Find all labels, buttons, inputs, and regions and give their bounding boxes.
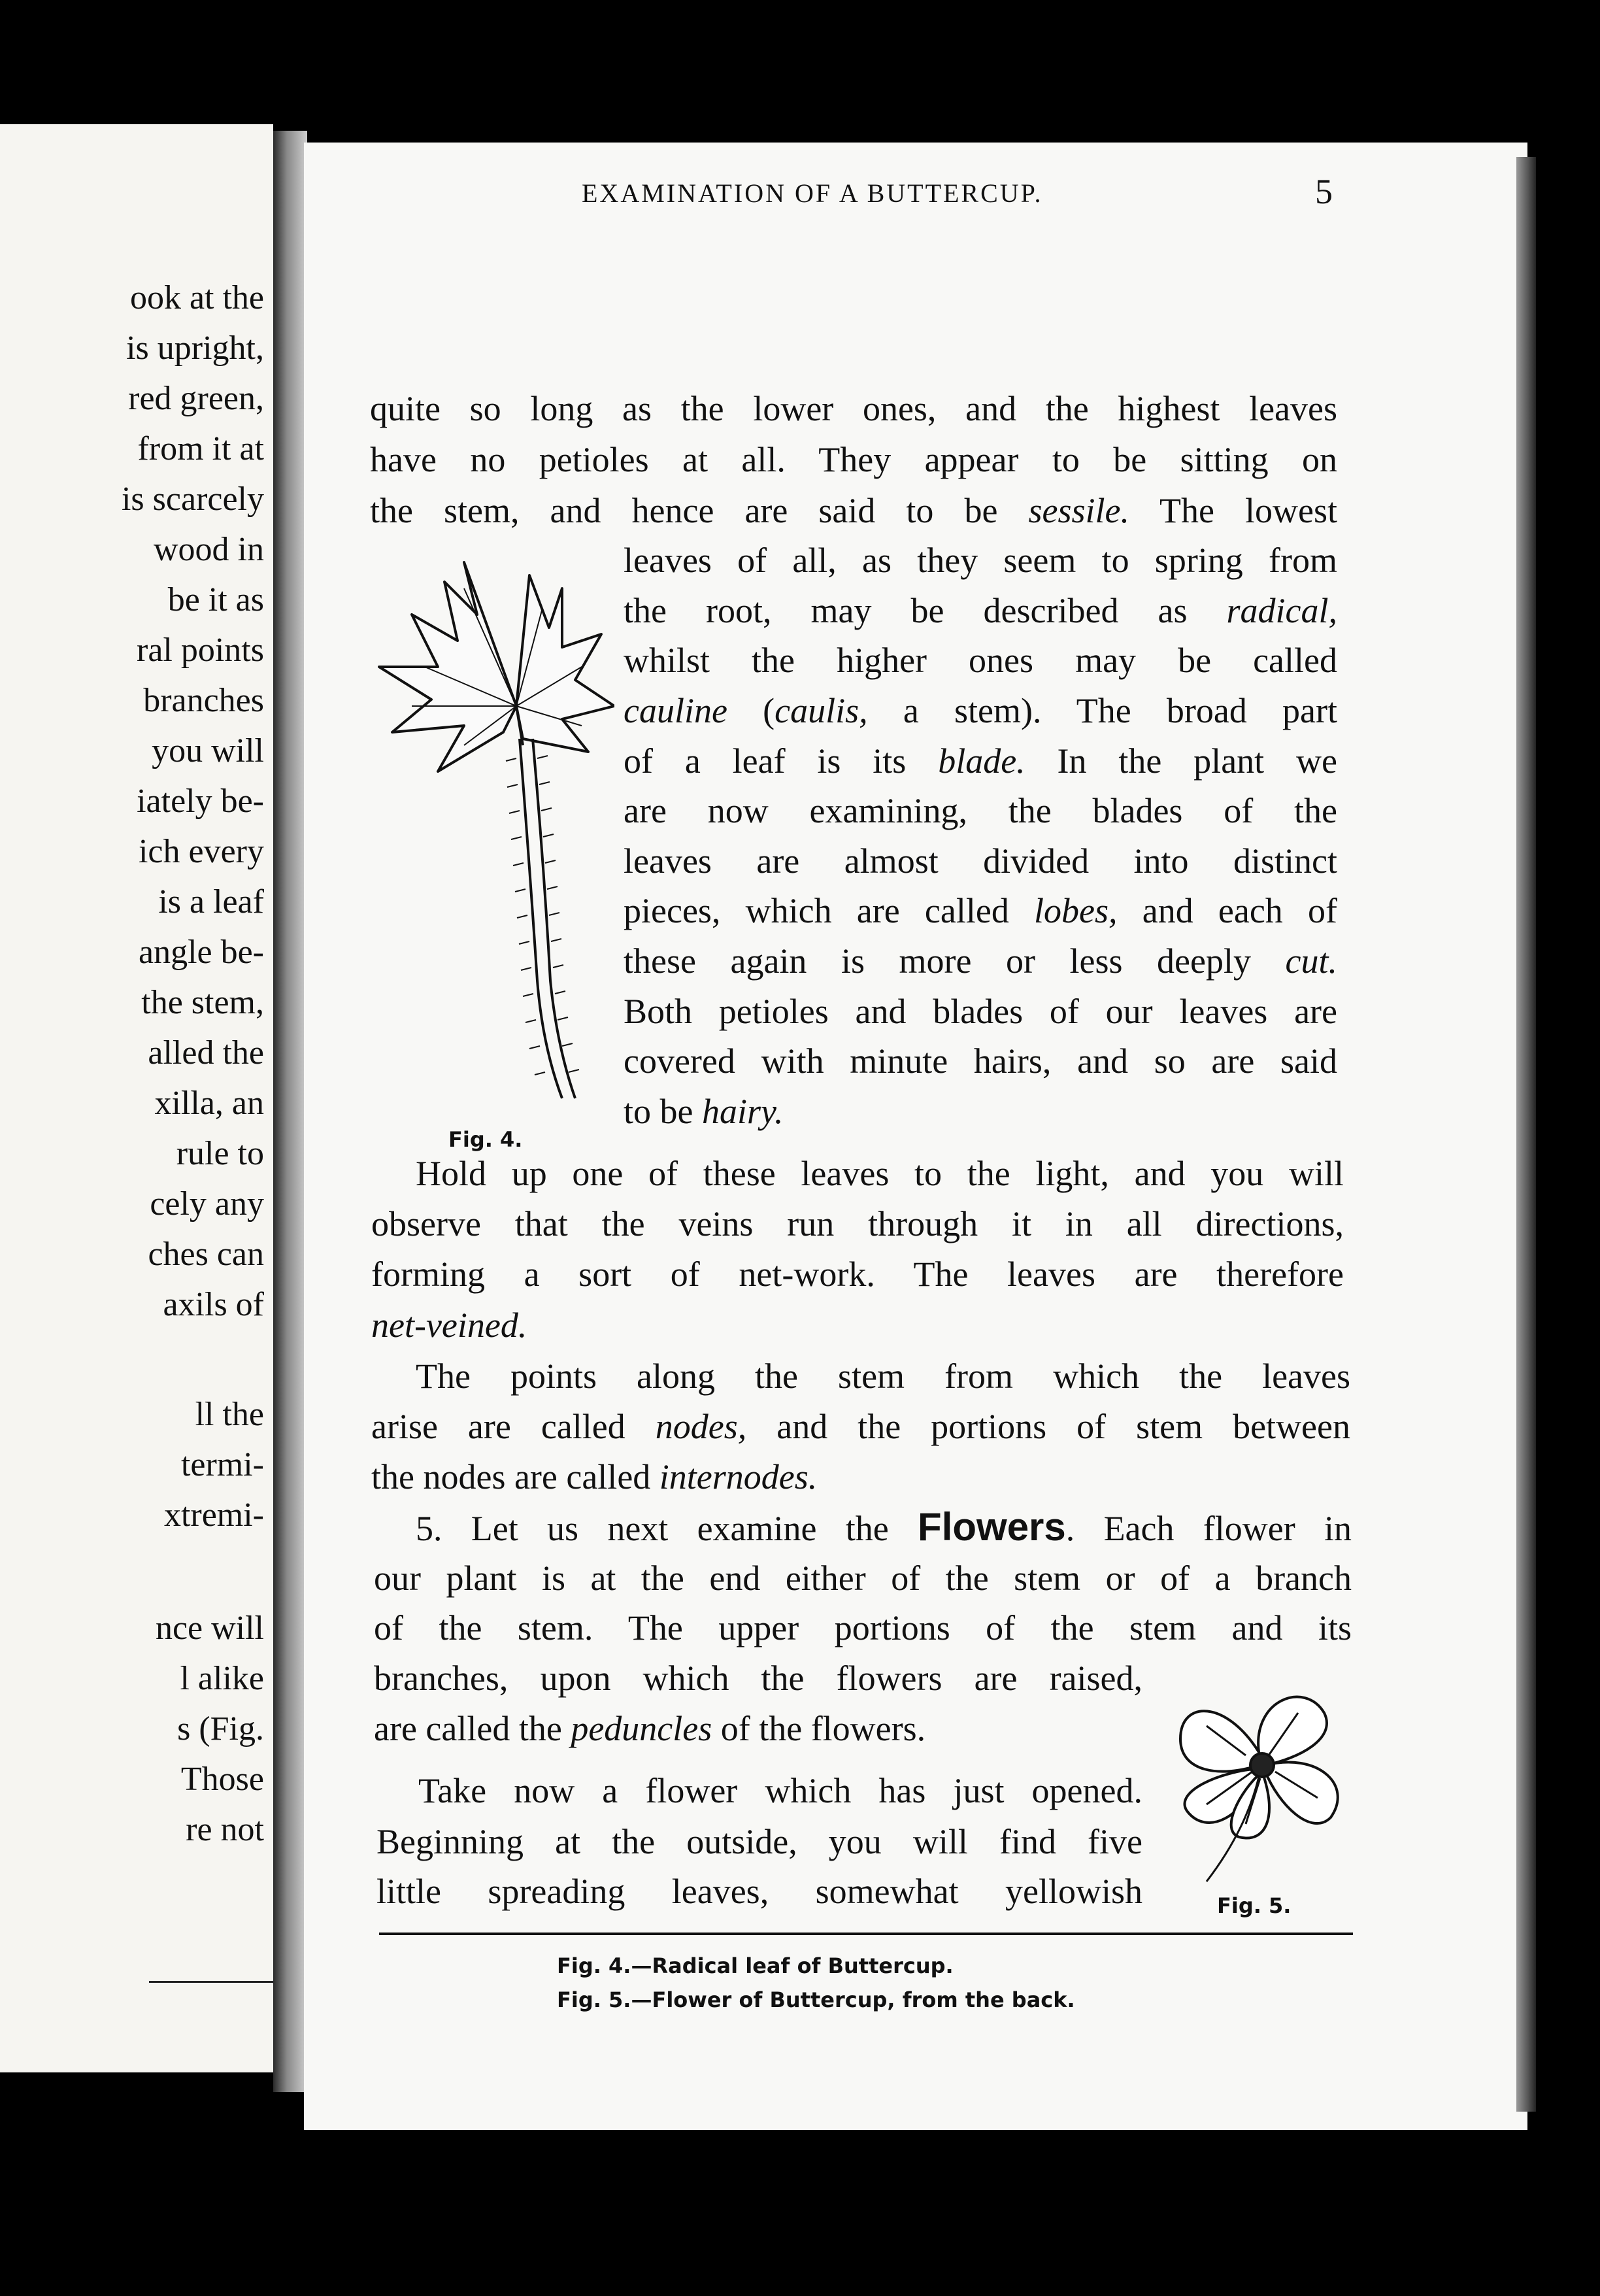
- leaf-illustration: [366, 536, 614, 1124]
- text-line: are now examining, the blades of the: [624, 791, 1337, 830]
- fig4-label: Fig. 4.: [448, 1127, 523, 1152]
- left-page-line: you will: [152, 732, 264, 769]
- text-line: of a leaf is its blade. In the plant we: [624, 741, 1337, 781]
- running-header: EXAMINATION OF A BUTTERCUP.: [582, 178, 1043, 208]
- left-page-line: ral points: [137, 632, 264, 669]
- flowers-heading: Flowers: [918, 1505, 1066, 1549]
- left-page-line: wood in: [154, 531, 264, 568]
- figure-caption: Fig. 4.—Radical leaf of Buttercup.: [557, 1953, 954, 1978]
- text-line: quite so long as the lower ones, and the highest leaves: [370, 389, 1337, 428]
- text-line: have no petioles at all. They appear to be sitting on: [370, 440, 1337, 479]
- left-page-line: alled the: [148, 1034, 264, 1072]
- text-line: to be hairy.: [624, 1092, 784, 1131]
- left-page-line: s (Fig.: [177, 1710, 264, 1747]
- page-edge: [1516, 157, 1536, 2112]
- text-line: pieces, which are called lobes, and each of: [624, 891, 1337, 930]
- page-number: 5: [1315, 172, 1333, 211]
- text-line: the nodes are called internodes.: [371, 1457, 818, 1496]
- text-line: 5. Let us next examine the Flowers. Each flower in: [416, 1505, 1352, 1549]
- left-page-line: termi-: [180, 1446, 264, 1483]
- text-line: Hold up one of these leaves to the light, and you will: [416, 1154, 1344, 1193]
- left-page: [0, 124, 273, 2072]
- footnote-rule: [379, 1933, 1353, 1935]
- left-page-line: cely any: [150, 1185, 264, 1223]
- left-page-line: the stem,: [141, 984, 264, 1021]
- text-line: The points along the stem from which the leaves: [416, 1357, 1350, 1396]
- text-line: Take now a flower which has just opened.: [418, 1771, 1142, 1810]
- left-page-line: axils of: [163, 1286, 264, 1323]
- left-page-line: l alike: [180, 1660, 264, 1697]
- fig5-label: Fig. 5.: [1217, 1893, 1292, 1918]
- text-line: of the stem. The upper portions of the stem and its: [374, 1608, 1352, 1647]
- figure-caption: Fig. 5.—Flower of Buttercup, from the back.: [557, 1987, 1075, 2012]
- left-page-line: ook at the: [129, 279, 264, 316]
- text-line: our plant is at the end either of the stem or of a branch: [374, 1559, 1352, 1598]
- left-page-line: branches: [143, 682, 264, 719]
- left-page-rule: [149, 1981, 273, 1983]
- left-page-line: nce will: [155, 1610, 264, 1647]
- left-page-line: ich every: [138, 833, 264, 870]
- left-page-line: Those: [180, 1761, 264, 1798]
- text-line: these again is more or less deeply cut.: [624, 941, 1337, 981]
- text-line: forming a sort of net-work. The leaves are therefore: [371, 1255, 1344, 1294]
- text-line: are called the peduncles of the flowers.: [374, 1709, 926, 1748]
- text-line: leaves of all, as they seem to spring from: [624, 541, 1337, 580]
- text-line: Beginning at the outside, you will find five: [376, 1822, 1142, 1861]
- text-line: net-veined.: [371, 1306, 527, 1345]
- left-page-line: angle be-: [138, 934, 264, 971]
- book-gutter: [273, 131, 307, 2092]
- text-line: leaves are almost divided into distinct: [624, 841, 1337, 881]
- left-page-line: red green,: [128, 380, 264, 417]
- text-line: arise are called nodes, and the portions of stem between: [371, 1407, 1350, 1446]
- text-line: whilst the higher ones may be called: [624, 641, 1337, 680]
- left-page-line: is upright,: [126, 329, 264, 367]
- left-page-line: rule to: [176, 1135, 264, 1172]
- left-page-line: iately be-: [137, 783, 264, 820]
- text-line: the stem, and hence are said to be sessile. The lowest: [370, 491, 1337, 530]
- left-page-line: ll the: [195, 1396, 264, 1433]
- left-page-line: re not: [186, 1811, 264, 1848]
- left-page-line: ches can: [148, 1236, 264, 1273]
- text-line: Both petioles and blades of our leaves are: [624, 992, 1337, 1031]
- left-page-line: is a leaf: [158, 883, 264, 920]
- left-page-line: be it as: [167, 581, 264, 618]
- text-line: the root, may be described as radical,: [624, 591, 1337, 630]
- text-line: branches, upon which the flowers are raised,: [374, 1659, 1142, 1698]
- left-page-line: from it at: [137, 430, 264, 467]
- text-line: observe that the veins run through it in all directions,: [371, 1204, 1344, 1243]
- left-page-line: xtremi-: [163, 1496, 264, 1534]
- left-page-line: xilla, an: [154, 1085, 264, 1122]
- text-line: little spreading leaves, somewhat yellowish: [376, 1872, 1142, 1911]
- left-page-line: is scarcely: [121, 481, 264, 518]
- text-line: covered with minute hairs, and so are said: [624, 1041, 1337, 1081]
- text-line: cauline (caulis, a stem). The broad part: [624, 691, 1338, 730]
- flower-illustration: [1167, 1674, 1357, 1883]
